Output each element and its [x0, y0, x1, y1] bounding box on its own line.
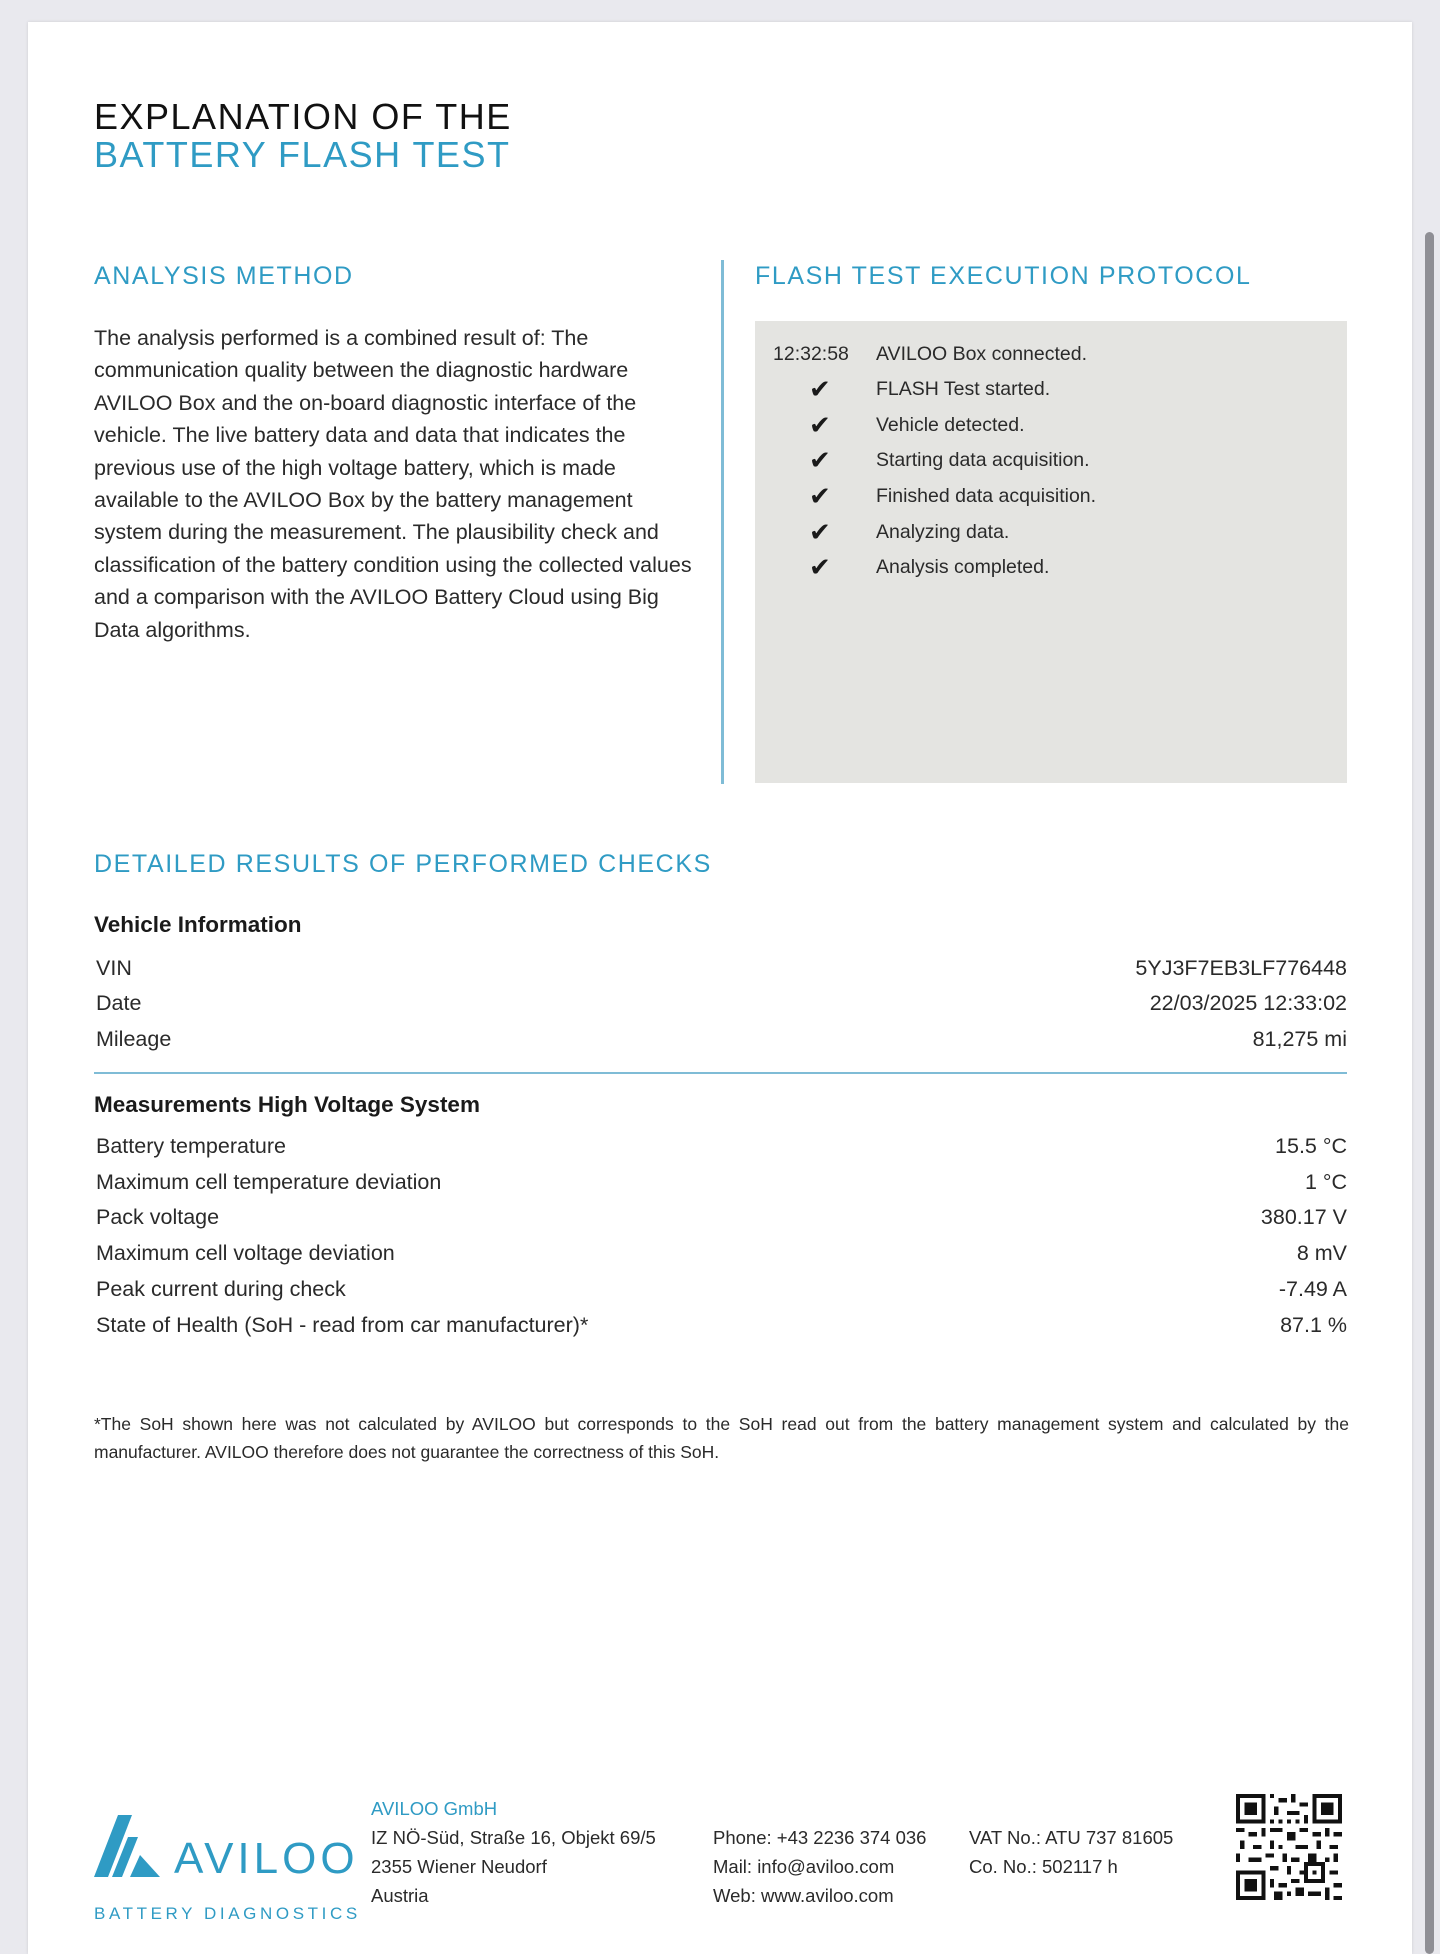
row-label: Maximum cell voltage deviation	[96, 1241, 395, 1265]
protocol-time: 12:32:58	[773, 343, 849, 365]
vehicle-information-title: Vehicle Information	[94, 912, 302, 937]
row-value: -7.49 A	[1278, 1277, 1347, 1301]
detailed-results-heading: DETAILED RESULTS OF PERFORMED CHECKS	[94, 850, 712, 878]
measurement-row	[96, 1134, 1347, 1168]
measurement-row	[96, 1277, 1347, 1311]
address-line-2: 2355 Wiener Neudorf	[371, 1856, 547, 1877]
protocol-entry	[755, 374, 1347, 414]
row-label: Battery temperature	[96, 1134, 287, 1158]
address-line-1: IZ NÖ-Süd, Straße 16, Objekt 69/5	[371, 1827, 656, 1848]
protocol-entry-text: AVILOO Box connected.	[876, 343, 1088, 365]
measurement-row	[96, 1313, 1347, 1347]
logo-tagline: BATTERY DIAGNOSTICS	[94, 1904, 361, 1923]
check-icon: ✔	[809, 481, 831, 511]
mail-link[interactable]: Mail: info@aviloo.com	[713, 1856, 895, 1877]
scrollbar-thumb[interactable]	[1425, 232, 1434, 1954]
report-page	[28, 22, 1412, 1954]
web-link[interactable]: Web: www.aviloo.com	[713, 1885, 894, 1906]
check-icon: ✔	[809, 552, 831, 582]
protocol-entry-text: FLASH Test started.	[876, 378, 1051, 400]
vehicle-row-date	[96, 991, 1347, 1025]
row-value: 5YJ3F7EB3LF776448	[1135, 956, 1347, 980]
measurement-row	[96, 1205, 1347, 1239]
row-label: Pack voltage	[96, 1205, 220, 1229]
protocol-entry	[755, 445, 1347, 485]
analysis-method-heading: ANALYSIS METHOD	[94, 262, 354, 290]
protocol-entry	[755, 552, 1347, 592]
footer-registration	[969, 1823, 1173, 1881]
protocol-entry-text: Finished data acquisition.	[876, 485, 1097, 507]
footer-address	[371, 1794, 656, 1910]
row-label: State of Health (SoH - read from car manufacturer)*	[96, 1313, 589, 1337]
protocol-entry	[755, 410, 1347, 450]
row-label: Maximum cell temperature deviation	[96, 1170, 442, 1194]
row-value: 87.1 %	[1280, 1313, 1347, 1337]
analysis-method-text: The analysis performed is a combined result of: The communication quality between the diagnostic hardware AVILOO Box and the on-board diagnostic interface of the vehicle. The live battery data and data that indicates the previous use of the high voltage battery, which is made available to the AVILOO Box by the battery management system during the measurement. The plausibility check and classification of the battery condition using the collected values and a comparison with the AVILOO Battery Cloud using Big Data algorithms.	[94, 326, 692, 642]
scrollbar[interactable]	[1424, 0, 1438, 1954]
measurement-row	[96, 1241, 1347, 1275]
row-value: 15.5 °C	[1275, 1134, 1347, 1158]
row-label: Date	[96, 991, 142, 1015]
row-value: 8 mV	[1296, 1241, 1347, 1265]
row-value: 1 °C	[1304, 1170, 1347, 1194]
row-value: 380.17 V	[1260, 1205, 1347, 1229]
vat-number: VAT No.: ATU 737 81605	[969, 1827, 1174, 1848]
aviloo-logo-icon	[94, 1815, 160, 1877]
company-number: Co. No.: 502117 h	[969, 1856, 1118, 1877]
protocol-heading: FLASH TEST EXECUTION PROTOCOL	[755, 262, 1252, 290]
protocol-entry-text: Starting data acquisition.	[876, 449, 1090, 471]
protocol-entry-text: Vehicle detected.	[876, 414, 1025, 436]
page-title	[94, 98, 512, 174]
footer-contact	[713, 1823, 926, 1910]
protocol-box	[755, 321, 1347, 783]
title-line-2: BATTERY FLASH TEST	[94, 134, 511, 175]
protocol-entry-text: Analysis completed.	[876, 556, 1050, 578]
column-divider	[721, 260, 724, 784]
check-icon: ✔	[809, 374, 831, 404]
qr-code-icon	[1236, 1794, 1342, 1900]
check-icon: ✔	[809, 410, 831, 440]
check-icon: ✔	[809, 445, 831, 475]
row-value: 81,275 mi	[1252, 1027, 1347, 1051]
measurement-row	[96, 1170, 1347, 1204]
phone-text: Phone: +43 2236 374 036	[713, 1827, 927, 1848]
company-name: AVILOO GmbH	[371, 1798, 498, 1819]
title-line-1: EXPLANATION OF THE	[94, 96, 512, 137]
row-label: Mileage	[96, 1027, 172, 1051]
protocol-entry	[755, 517, 1347, 557]
row-value: 22/03/2025 12:33:02	[1149, 991, 1347, 1015]
protocol-entry-text: Analyzing data.	[876, 521, 1010, 543]
address-line-3: Austria	[371, 1885, 429, 1906]
vehicle-row-vin	[96, 956, 1347, 990]
measurements-title: Measurements High Voltage System	[94, 1092, 480, 1117]
row-label: VIN	[96, 956, 132, 980]
check-icon: ✔	[809, 517, 831, 547]
section-divider	[94, 1072, 1347, 1074]
logo-wordmark: AVILOO	[174, 1834, 359, 1883]
row-label: Peak current during check	[96, 1277, 346, 1301]
soh-footnote: *The SoH shown here was not calculated by AVILOO but corresponds to the SoH read out from the battery management system and calculated by the manufacturer. AVILOO therefore does not guarantee the correctness of this SoH.	[94, 1414, 1349, 1462]
protocol-entry	[755, 343, 1347, 379]
vehicle-row-mileage	[96, 1027, 1347, 1061]
protocol-entry	[755, 481, 1347, 521]
